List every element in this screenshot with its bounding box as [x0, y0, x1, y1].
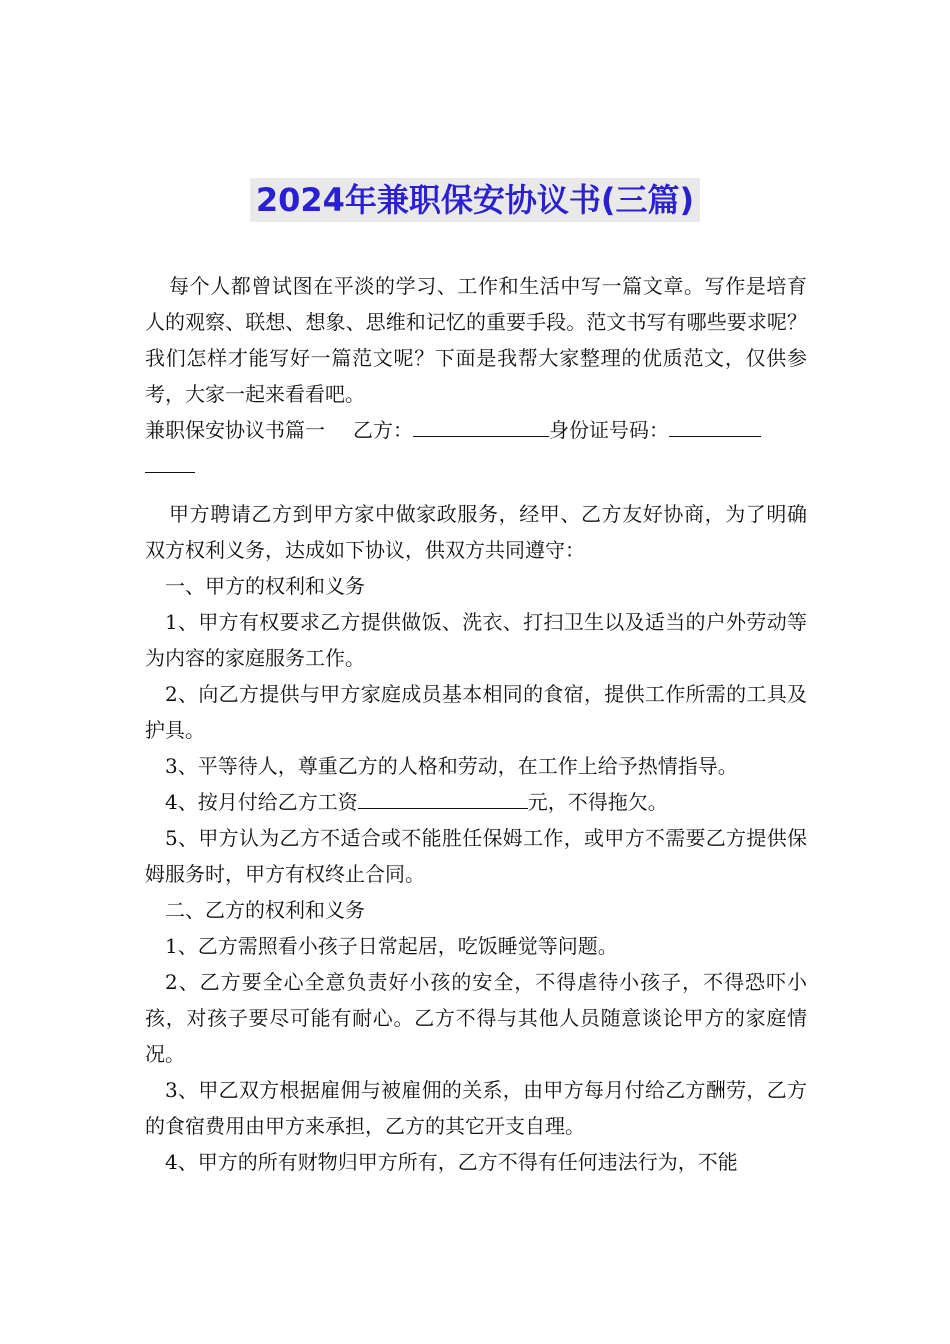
preamble-paragraph: 甲方聘请乙方到甲方家中做家政服务，经甲、乙方友好协商，为了明确双方权利义务，达成如下协议，供双方共同遵守： — [145, 502, 807, 562]
part1-item-1: 1、甲方有权要求乙方提供做饭、洗衣、打扫卫生以及适当的户外劳动等为内容的家庭服务工作。 — [145, 610, 807, 670]
party-b-blank — [413, 416, 549, 437]
part2-item-1: 1、乙方需照看小孩子日常起居，吃饭睡觉等问题。 — [165, 934, 618, 958]
document-body — [145, 268, 807, 1180]
id-blank-tail — [145, 452, 195, 473]
id-blank — [669, 416, 761, 437]
part1-item-4-suffix: 元，不得拖欠。 — [527, 790, 668, 814]
document-title: 2024年兼职保安协议书(三篇) — [250, 178, 700, 222]
id-blank-continuation — [145, 448, 807, 484]
part1-item-5: 5、甲方认为乙方不适合或不能胜任保姆工作，或甲方不需要乙方提供保姆服务时，甲方有权终止合同。 — [145, 826, 807, 886]
part1-item-2: 2、向乙方提供与甲方家庭成员基本相同的食宿，提供工作所需的工具及护具。 — [145, 682, 807, 742]
part2-heading: 二、乙方的权利和义务 — [165, 898, 365, 922]
salary-blank — [358, 788, 528, 809]
part2-item-3: 3、甲乙双方根据雇佣与被雇佣的关系，由甲方每月付给乙方酬劳，乙方的食宿费用由甲方来承担，乙方的其它开支自理。 — [145, 1078, 807, 1138]
id-label: 身份证号码： — [549, 418, 669, 442]
party-b-label: 乙方： — [353, 418, 413, 442]
section-heading-row — [145, 412, 807, 448]
part1-item-3: 3、平等待人，尊重乙方的人格和劳动，在工作上给予热情指导。 — [165, 754, 738, 778]
title-container — [0, 178, 950, 222]
part2-item-2: 2、乙方要全心全意负责好小孩的安全，不得虐待小孩子，不得恐吓小孩，对孩子要尽可能有耐心。乙方不得与其他人员随意谈论甲方的家庭情况。 — [145, 970, 807, 1066]
section-heading: 兼职保安协议书篇一 — [145, 418, 325, 442]
part1-heading: 一、甲方的权利和义务 — [165, 574, 365, 598]
part1-item-4 — [145, 784, 807, 820]
part1-item-4-prefix: 4、按月付给乙方工资 — [165, 790, 358, 814]
intro-paragraph: 每个人都曾试图在平淡的学习、工作和生活中写一篇文章。写作是培育人的观察、联想、想象、思维和记忆的重要手段。范文书写有哪些要求呢？我们怎样才能写好一篇范文呢？下面是我帮大家整理的优质范文，仅供参考，大家一起来看看吧。 — [145, 274, 807, 406]
part2-item-4: 4、甲方的所有财物归甲方所有，乙方不得有任何违法行为，不能 — [165, 1150, 738, 1174]
